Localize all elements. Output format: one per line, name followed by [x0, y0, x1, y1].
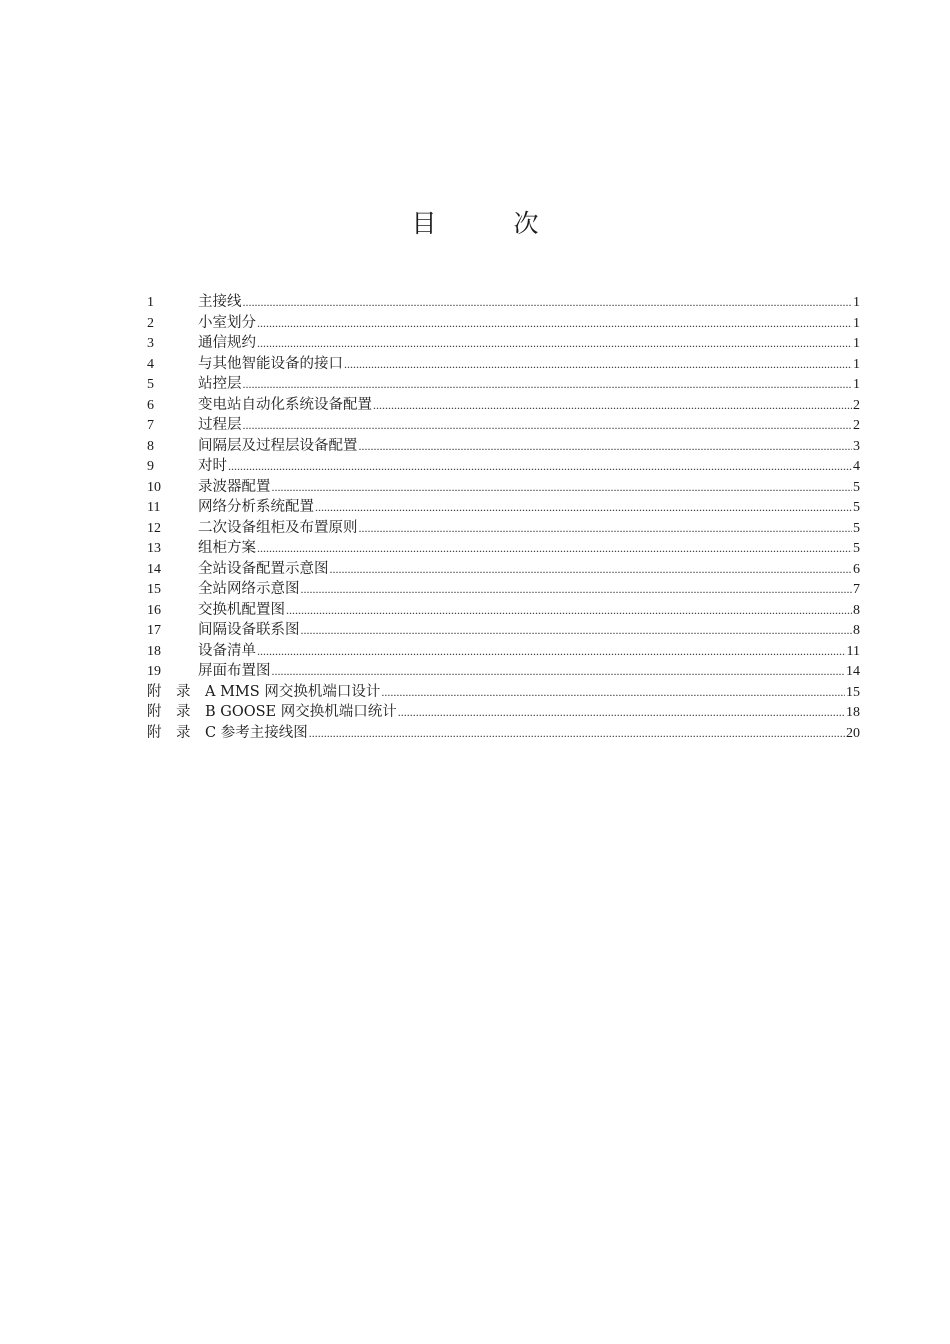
dot-leader	[359, 436, 853, 457]
toc-entry[interactable]	[147, 661, 860, 682]
toc-entry-page: 5	[853, 520, 860, 536]
dot-leader	[398, 702, 845, 723]
toc-entry-number: 附 录	[147, 683, 191, 700]
toc-entry-page: 11	[846, 643, 860, 659]
dot-leader	[301, 579, 853, 600]
toc-entry-number: 2	[147, 315, 154, 331]
dot-leader	[272, 661, 846, 682]
toc-entry-number: 18	[147, 643, 161, 659]
toc-entry[interactable]	[147, 436, 860, 457]
toc-entry-page: 1	[853, 295, 860, 310]
toc-entry-label: A MMS 网交换机端口设计	[205, 683, 381, 700]
toc-entry[interactable]	[147, 374, 860, 395]
toc-entry-page: 20	[846, 725, 860, 741]
dot-leader	[257, 641, 846, 662]
table-of-contents	[147, 292, 860, 743]
toc-entry[interactable]	[147, 641, 860, 662]
toc-entry-label: 组柜方案	[198, 540, 256, 556]
dot-leader	[257, 313, 852, 334]
toc-entry-page: 15	[846, 684, 860, 700]
toc-entry[interactable]	[147, 518, 860, 539]
toc-entry-number: 1	[147, 295, 154, 310]
toc-entry[interactable]	[147, 415, 860, 436]
toc-entry[interactable]	[147, 497, 860, 518]
toc-entry-number: 12	[147, 520, 161, 536]
toc-entry-number: 17	[147, 623, 161, 638]
toc-entry-number: 13	[147, 541, 161, 556]
dot-leader	[373, 395, 852, 416]
toc-entry-label: 与其他智能设备的接口	[198, 355, 343, 372]
toc-appendix-entry[interactable]	[147, 723, 860, 744]
toc-entry[interactable]	[147, 477, 860, 498]
dot-leader	[228, 456, 852, 477]
toc-entry-label: C 参考主接线图	[205, 724, 308, 741]
dot-leader	[243, 292, 853, 313]
toc-entry-number: 11	[147, 500, 161, 515]
dot-leader	[381, 682, 845, 703]
toc-entry-label: 间隔设备联系图	[198, 622, 300, 638]
toc-entry-number: 9	[147, 459, 154, 474]
toc-entry[interactable]	[147, 354, 860, 375]
toc-entry[interactable]	[147, 559, 860, 580]
toc-entry-label: 通信规约	[198, 335, 256, 351]
toc-entry-page: 1	[853, 356, 860, 372]
toc-entry-label: 主接线	[198, 294, 242, 310]
dot-leader	[344, 354, 852, 375]
toc-entry-label: B GOOSE 网交换机端口统计	[205, 704, 397, 720]
toc-entry-page: 5	[853, 541, 860, 556]
dot-leader	[257, 333, 852, 354]
dot-leader	[301, 620, 853, 641]
toc-entry[interactable]	[147, 333, 860, 354]
toc-entry-number: 14	[147, 561, 161, 577]
toc-entry-number: 附 录	[147, 704, 191, 720]
toc-entry-label: 交换机配置图	[198, 601, 285, 618]
toc-entry-page: 4	[853, 459, 860, 474]
toc-entry-label: 设备清单	[198, 642, 256, 659]
toc-entry-number: 19	[147, 664, 161, 679]
toc-entry-label: 变电站自动化系统设备配置	[198, 396, 372, 413]
toc-entry-page: 3	[853, 438, 860, 454]
toc-entry-number: 15	[147, 582, 161, 597]
toc-entry-number: 5	[147, 377, 154, 392]
toc-entry-number: 6	[147, 397, 154, 413]
toc-entry-page: 1	[853, 315, 860, 331]
toc-entry-label: 站控层	[198, 376, 242, 392]
toc-entry-page: 1	[853, 336, 860, 351]
toc-entry-label: 间隔层及过程层设备配置	[198, 437, 358, 454]
toc-entry-page: 18	[846, 705, 860, 720]
toc-entry-page: 2	[853, 418, 860, 433]
toc-entry-label: 全站设备配置示意图	[198, 560, 329, 577]
toc-entry-label: 全站网络示意图	[198, 581, 300, 597]
dot-leader	[257, 538, 852, 559]
toc-entry-label: 录波器配置	[198, 478, 271, 495]
toc-entry-page: 5	[853, 500, 860, 515]
toc-entry-number: 16	[147, 602, 161, 618]
dot-leader	[286, 600, 852, 621]
toc-entry-number: 附 录	[147, 724, 191, 741]
toc-entry-page: 5	[853, 479, 860, 495]
toc-entry-label: 网络分析系统配置	[198, 499, 314, 515]
toc-entry-page: 2	[853, 397, 860, 413]
dot-leader	[272, 477, 853, 498]
toc-entry[interactable]	[147, 600, 860, 621]
toc-entry-number: 7	[147, 418, 154, 433]
toc-entry[interactable]	[147, 538, 860, 559]
toc-entry-page: 7	[853, 582, 860, 597]
toc-entry-label: 小室划分	[198, 314, 256, 331]
dot-leader	[330, 559, 853, 580]
toc-title: 目 次	[411, 209, 565, 238]
dot-leader	[309, 723, 845, 744]
toc-entry-number: 3	[147, 336, 154, 351]
toc-entry[interactable]	[147, 313, 860, 334]
toc-appendix-entry[interactable]	[147, 702, 860, 723]
toc-entry-page: 8	[853, 623, 860, 638]
toc-entry-number: 8	[147, 438, 154, 454]
dot-leader	[359, 518, 853, 539]
toc-entry-page: 8	[853, 602, 860, 618]
toc-entry[interactable]	[147, 395, 860, 416]
dot-leader	[243, 374, 853, 395]
toc-entry-label: 二次设备组柜及布置原则	[198, 519, 358, 536]
toc-entry[interactable]	[147, 579, 860, 600]
toc-entry-page: 14	[846, 664, 860, 679]
toc-appendix-entry[interactable]	[147, 682, 860, 703]
toc-entry-label: 对时	[198, 458, 227, 474]
toc-entry[interactable]	[147, 292, 860, 313]
toc-entry[interactable]	[147, 620, 860, 641]
dot-leader	[315, 497, 852, 518]
toc-entry-page: 1	[853, 377, 860, 392]
toc-entry-label: 过程层	[198, 417, 242, 433]
toc-entry[interactable]	[147, 456, 860, 477]
toc-entry-number: 10	[147, 479, 161, 495]
toc-entry-number: 4	[147, 356, 154, 372]
toc-entry-label: 屏面布置图	[198, 663, 271, 679]
toc-entry-page: 6	[853, 561, 860, 577]
dot-leader	[243, 415, 853, 436]
